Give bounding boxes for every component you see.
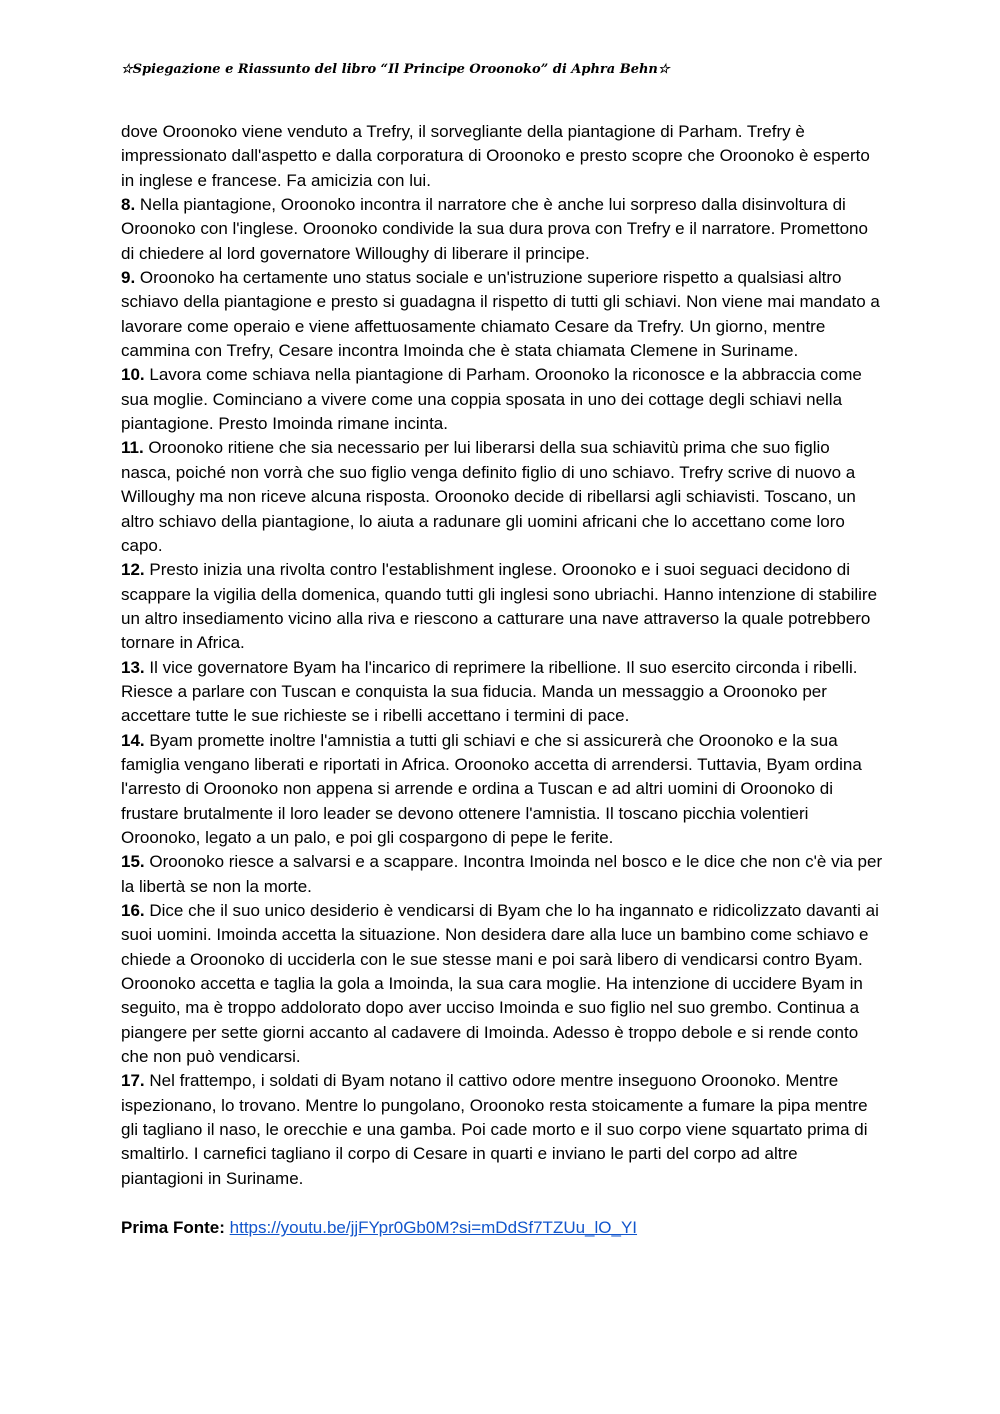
source-line — [121, 1216, 883, 1240]
intro-paragraph: dove Oroonoko viene venduto a Trefry, il sorvegliante della piantagione di Parham. Trefry è impressionato dall'aspetto e dalla corporatura di Oroonoko e presto scopre che Oroonoko è esperto in inglese e francese. Fa amicizia con lui. — [121, 122, 870, 190]
paragraph-number: 10. — [121, 365, 145, 385]
paragraph-number: 17. — [121, 1071, 145, 1091]
paragraph-16 — [121, 899, 883, 1069]
paragraph-number: 16. — [121, 901, 145, 920]
paragraph-13 — [121, 656, 883, 729]
paragraph-text: Presto inizia una rivolta contro l'establishment inglese. Oroonoko e i suoi seguaci decidono di scappare la vigilia della domenica, quando tutti gli inglesi sono ubriachi. Hanno intenzione di stabilire un altro insediamento vicino alla riva e riescono a catturare una nave attraverso la quale potrebbero tornare in Africa. — [121, 560, 878, 653]
paragraph-8 — [121, 193, 883, 266]
source-link[interactable]: https://youtu.be/jjFYpr0Gb0M?si=mDdSf7TZUu_lO_YI — [229, 1218, 638, 1238]
paragraph-9 — [121, 266, 883, 363]
paragraph-text: Il vice governatore Byam ha l'incarico di reprimere la ribellione. Il suo esercito circonda i ribelli. Riesce a parlare con Tuscan e conquista la sua fiducia. Manda un messaggio a Oroonoko per accettare tutte le sue richieste se i ribelli accettano i termini di pace. — [121, 657, 858, 726]
paragraph-text: Nella piantagione, Oroonoko incontra il narratore che è anche lui sorpreso dalla disinvoltura di Oroonoko con l'inglese. Oroonoko condivide la sua dura prova con Trefry e il narratore. Promettono di chiedere al lord governatore Willoughy di liberare il principe. — [121, 195, 868, 263]
paragraph-number: 8. — [121, 195, 136, 215]
paragraph-number: 12. — [121, 560, 145, 580]
paragraph-11 — [121, 436, 883, 558]
paragraph-text: Dice che il suo unico desiderio è vendicarsi di Byam che lo ha ingannato e ridicolizzato davanti ai suoi uomini. Imoinda accetta la situazione. Non desidera dare alla luce un bambino come schiavo e chiede a Oroonoko di ucciderla con le sue stesse mani e poi sarà libero di vendicarsi contro Byam. Oroonoko accetta e taglia la gola a Imoinda, la sua cara moglie. Ha intenzione di uccidere Byam in seguito, ma è troppo addolorato dopo aver ucciso Imoinda e suo figlio nel suo grembo. Continua a piangere per sette giorni accanto al cadavere di Imoinda. Adesso è troppo debole e si rende conto che non può vendicarsi. — [121, 901, 879, 1067]
paragraph-number: 14. — [121, 730, 145, 750]
paragraph-text: Oroonoko ritiene che sia necessario per lui liberarsi della sua schiavitù prima che suo figlio nasca, poiché non vorrà che suo figlio venga definito figlio di uno schiavo. Trefry scrive di nuovo a Willoughy ma non riceve alcuna risposta. Oroonoko decide di ribellarsi agli schiavisti. Toscano, un altro schiavo della piantagione, lo aiuta a radunare gli uomini africani che lo accettano come loro capo. — [121, 438, 856, 555]
paragraph-number: 9. — [121, 268, 136, 288]
paragraph-text: Oroonoko riesce a salvarsi e a scappare. Incontra Imoinda nel bosco e le dice che non c'è via per la libertà se non la morte. — [121, 852, 883, 896]
paragraph-text: Nel frattempo, i soldati di Byam notano il cattivo odore mentre inseguono Oroonoko. Mentre ispezionano, lo trovano. Mentre lo pungolano, Oroonoko resta stoicamente a fumare la pipa mentre gli tagliano il naso, le orecchie e una gamba. Poi cade morto e il suo corpo viene squartato prima di smaltirlo. I carnefici tagliano il corpo di Cesare in quarti e inviano le parti del corpo ad altre piantagioni in Suriname. — [121, 1071, 868, 1188]
paragraph-14 — [121, 729, 883, 851]
paragraph-text: Oroonoko ha certamente uno status sociale e un'istruzione superiore rispetto a qualsiasi altro schiavo della piantagione e presto si guadagna il rispetto di tutti gli schiavi. Non viene mai mandato a lavorare come operaio e viene affettuosamente chiamato Cesare da Trefry. Un giorno, mentre cammina con Trefry, Cesare incontra Imoinda che è stata chiamata Clemene in Suriname. — [121, 268, 880, 361]
paragraph-10 — [121, 363, 883, 436]
paragraph-text: Byam promette inoltre l'amnistia a tutti gli schiavi e che si assicurerà che Oroonoko e la sua famiglia vengano liberati e riportati in Africa. Oroonoko accetta di arrendersi. Tuttavia, Byam ordina l'arresto di Oroonoko non appena si arrende e ordina a Tuscan e ad altri uomini di Oroonoko di frustare brutalmente il loro leader se devono ottenere l'amnistia. Il toscano picchia volentieri Oroonoko, legato a un palo, e poi gli cospargono di pepe le ferite. — [121, 730, 862, 847]
paragraph-12 — [121, 558, 883, 655]
paragraph-17 — [121, 1069, 883, 1191]
source-label: Prima Fonte: — [121, 1218, 225, 1238]
paragraph-number: 11. — [121, 438, 144, 458]
page-header-title: ☆Spiegazione e Riassunto del libro “Il Principe Oroonoko” di Aphra Behn☆ — [121, 62, 670, 77]
paragraph-text: Lavora come schiava nella piantagione di Parham. Oroonoko la riconosce e la abbraccia come sua moglie. Cominciano a vivere come una coppia sposata in uno dei cottage degli schiavi nella piantagione. Presto Imoinda rimane incinta. — [121, 365, 862, 434]
paragraph-15 — [121, 850, 883, 899]
paragraph-number: 13. — [121, 657, 145, 677]
document-body — [121, 120, 883, 1240]
paragraph-number: 15. — [121, 852, 145, 872]
